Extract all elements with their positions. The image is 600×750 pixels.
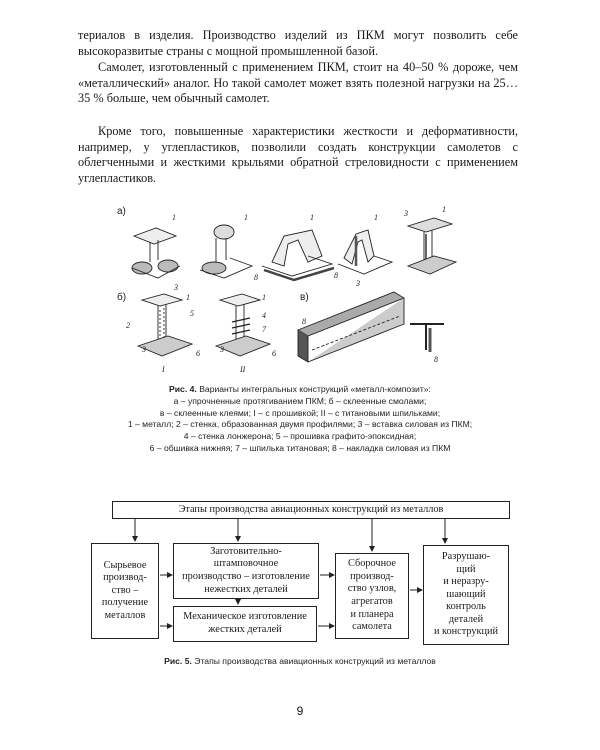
box-testing <box>423 545 509 645</box>
box-raw-line-5: металлов <box>104 609 146 621</box>
box-testing-line-3: и неразру- <box>443 576 489 588</box>
box-stamping-line-1: Заготовительно-штамповочное <box>210 545 282 570</box>
callout-a4-1: 1 <box>374 213 378 222</box>
box-stamping <box>173 543 319 599</box>
box-assembly <box>335 553 409 639</box>
box-raw-line-1: Сырьевое <box>103 559 147 571</box>
box-assembly-line-6: самолета <box>352 621 392 633</box>
box-testing-line-4: шающий <box>446 588 486 600</box>
box-raw-line-3: ство – <box>111 584 139 596</box>
figure-4-caption-line-1 <box>60 384 540 396</box>
box-raw-line-4: получение <box>101 597 149 609</box>
callout-b1-3: 3 <box>142 345 146 354</box>
callout-b1-1: 1 <box>186 293 190 302</box>
box-stamping-line-2: производство – изготовление <box>182 571 310 582</box>
figure-4-label-v: в) <box>300 292 309 303</box>
callout-b2-4: 4 <box>262 311 266 320</box>
page-number: 9 <box>296 704 304 718</box>
callout-a1-1: 1 <box>172 213 176 222</box>
box-machining-line-1: Механическое изготовление <box>183 611 307 623</box>
callout-b1-roman: I <box>162 365 165 374</box>
box-assembly-line-1: Сборочное <box>348 558 396 570</box>
box-assembly-line-3: ство узлов, <box>347 583 397 595</box>
profile-a5-drawing <box>408 218 456 274</box>
callout-a5-1: 1 <box>442 205 446 214</box>
callout-b2-7: 7 <box>262 325 266 334</box>
callout-b2-roman: II <box>240 365 246 374</box>
figure-4-caption-line-5: 4 – стенка лонжерона; 5 – прошивка графито-эпоксидная; <box>183 431 417 442</box>
callout-a1-3: 3 <box>174 283 178 292</box>
figure-4-caption-line-6: 6 – обшивка нижняя; 7 – шпилька титановая; 8 – накладка силовая из ПКМ <box>149 442 451 453</box>
box-assembly-line-2: производ- <box>350 570 394 582</box>
box-assembly-line-4: агрегатов <box>351 596 393 607</box>
callout-a4-3: 3 <box>356 279 360 288</box>
figure-4-label-b: б) <box>117 292 127 303</box>
callout-b2-3: 3 <box>220 345 224 354</box>
box-testing-line-5: контроль <box>446 601 486 613</box>
callout-b2-6: 6 <box>272 349 276 358</box>
box-raw-line-2: производ- <box>103 572 147 584</box>
callout-c-8: 8 <box>302 317 306 326</box>
box-stamping-line-3: нежестких деталей <box>204 583 288 595</box>
callout-a2-1: 1 <box>244 213 248 222</box>
paragraph-2: Самолет, изготовленный с применением ПКМ, стоит на 40–50 % дороже, чем «металлический» аналог. Но такой самолет может взять полезной нагрузки на 25…35 % больше, чем обычный самолет. <box>78 60 518 106</box>
callout-c-detail-8: 8 <box>434 355 438 364</box>
callout-a3-8: 8 <box>334 271 338 280</box>
callout-b1-6: 6 <box>196 349 200 358</box>
callout-b1-2: 2 <box>126 321 130 330</box>
box-machining <box>173 606 317 642</box>
profile-a1-drawing <box>132 228 180 278</box>
figure-4-caption-title: Рис. 4. <box>169 384 197 394</box>
callout-b1-5: 5 <box>190 309 194 318</box>
box-testing-line-7: и конструкций <box>433 626 499 638</box>
paragraph-1: териалов в изделия. Производство изделий из ПКМ могут позволить себе высокоразвитые страны с мощной промышленной базой. <box>78 28 518 58</box>
box-assembly-line-5: и планера <box>350 608 394 620</box>
profile-a3-drawing <box>262 230 334 280</box>
callout-a5-3: 3 <box>404 209 408 218</box>
figure-5-caption-title: Рис. 5. <box>164 656 192 666</box>
figure-4-drawings <box>112 200 492 380</box>
callout-a2-8: 8 <box>254 273 258 282</box>
callout-a3-1: 1 <box>310 213 314 222</box>
profile-c-drawing <box>298 292 404 362</box>
box-production-stages <box>112 501 510 519</box>
box-production-stages-label: Этапы производства авиационных конструкций из металлов <box>178 503 444 515</box>
box-raw-materials <box>91 543 159 639</box>
box-machining-line-2: жестких деталей <box>208 624 282 635</box>
figure-4-caption-line-2: а – упрочненные протягиванием ПКМ; б – склеенные смолами; <box>173 395 427 406</box>
figure-5-caption <box>60 656 540 668</box>
box-testing-line-1: Разрушаю- <box>441 550 491 562</box>
figure-4-caption-line-4: 1 – металл; 2 – стенка, образованная двумя профилями; 3 – вставка силовая из ПКМ; <box>127 419 473 430</box>
figure-4-label-a: а) <box>117 206 126 217</box>
figure-5-caption-text: Этапы производства авиационных конструкций из металлов <box>194 656 436 666</box>
profile-a2-drawing <box>200 225 252 278</box>
figure-4-illustration <box>112 200 492 380</box>
paragraph-3: Кроме того, повышенные характеристики жесткости и деформативности, например, у углепластиков, позволили создать конструкции самолетов с облегченными и жесткими крыльями обратной стреловидности с применением углепластиков. <box>78 124 518 185</box>
callout-b2-1: 1 <box>262 293 266 302</box>
figure-4-caption-text: Варианты интегральных конструкций «металл-композит»: <box>199 384 431 394</box>
figure-4-caption-line-3: в – склеенные клеями; I – с прошивкой; II – с титановыми шпильками; <box>159 407 441 418</box>
profile-a4-drawing <box>338 230 392 274</box>
profile-b1-drawing <box>138 294 192 356</box>
box-testing-line-2: щий <box>456 563 476 575</box>
profile-c-detail-drawing <box>410 324 444 352</box>
figure-4-caption <box>60 384 540 455</box>
box-testing-line-6: деталей <box>448 613 484 625</box>
